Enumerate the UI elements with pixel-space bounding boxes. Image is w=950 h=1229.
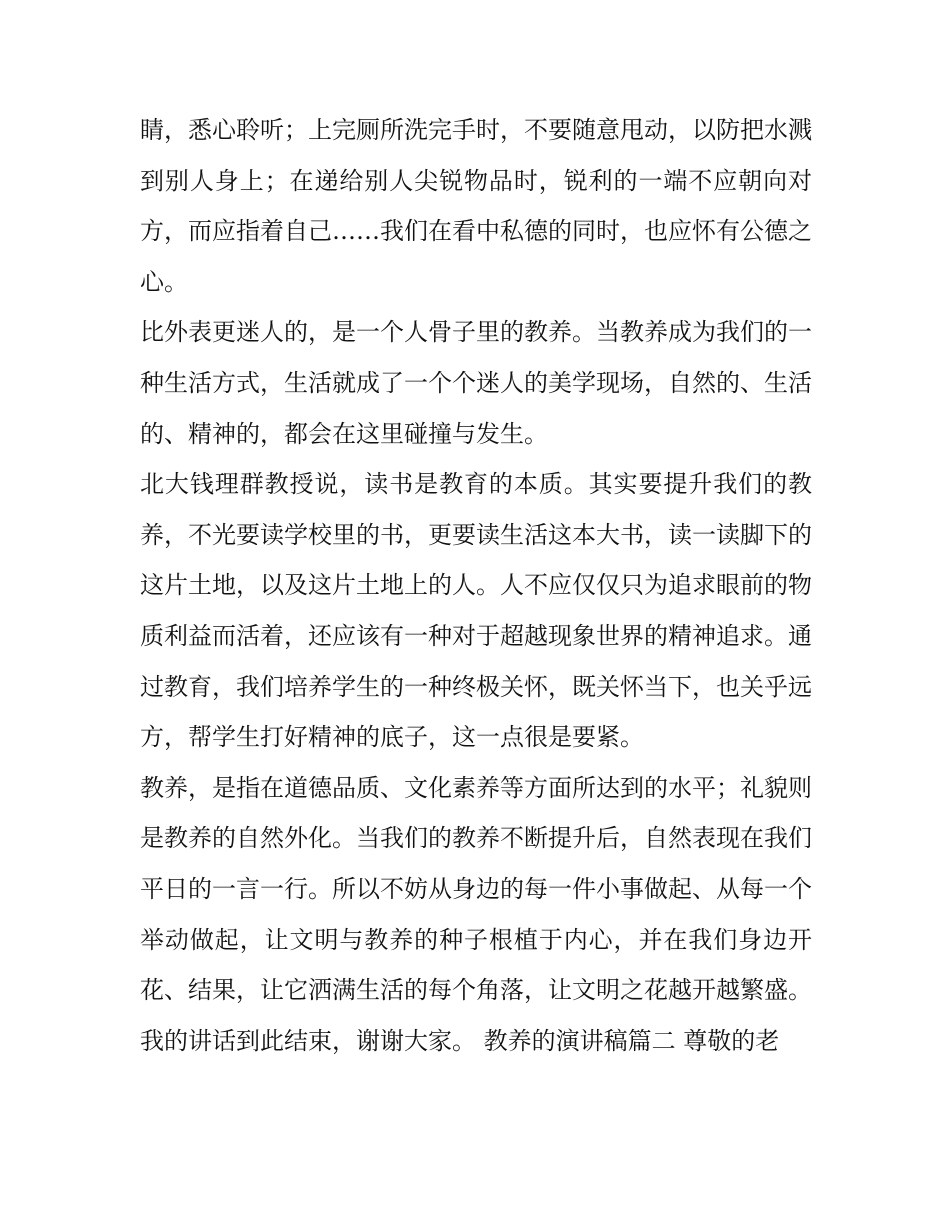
document-body <box>140 105 812 1066</box>
paragraph-2: 比外表更迷人的，是一个人骨子里的教养。当教养成为我们的一种生活方式，生活就成了一个个迷人的美学现场，自然的、生活的、精神的，都会在这里碰撞与发生。 <box>140 318 812 448</box>
paragraph-5: 我的讲话到此结束，谢谢大家。 教养的演讲稿篇二 尊敬的老 <box>140 1026 780 1055</box>
paragraph-1: 睛，悉心聆听；上完厕所洗完手时，不要随意甩动，以防把水溅到别人身上；在递给别人尖锐物品时，锐利的一端不应朝向对方，而应指着自己……我们在看中私德的同时，也应怀有公德之心。 <box>140 116 812 296</box>
paragraph-4: 教养，是指在道德品质、文化素养等方面所达到的水平；礼貌则是教养的自然外化。当我们的教养不断提升后，自然表现在我们平日的一言一行。所以不妨从身边的每一件小事做起、从每一个举动做起，让文明与教养的种子根植于内心，并在我们身边开花、结果，让它洒满生活的每个角落，让文明之花越开越繁盛。 <box>140 773 812 1005</box>
paragraph-3: 北大钱理群教授说，读书是教育的本质。其实要提升我们的教养，不光要读学校里的书，更要读生活这本大书，读一读脚下的这片土地，以及这片土地上的人。人不应仅仅只为追求眼前的物质利益而活着，还应该有一种对于超越现象世界的精神追求。通过教育，我们培养学生的一种终极关怀，既关怀当下，也关乎远方，帮学生打好精神的底子，这一点很是要紧。 <box>140 470 812 752</box>
